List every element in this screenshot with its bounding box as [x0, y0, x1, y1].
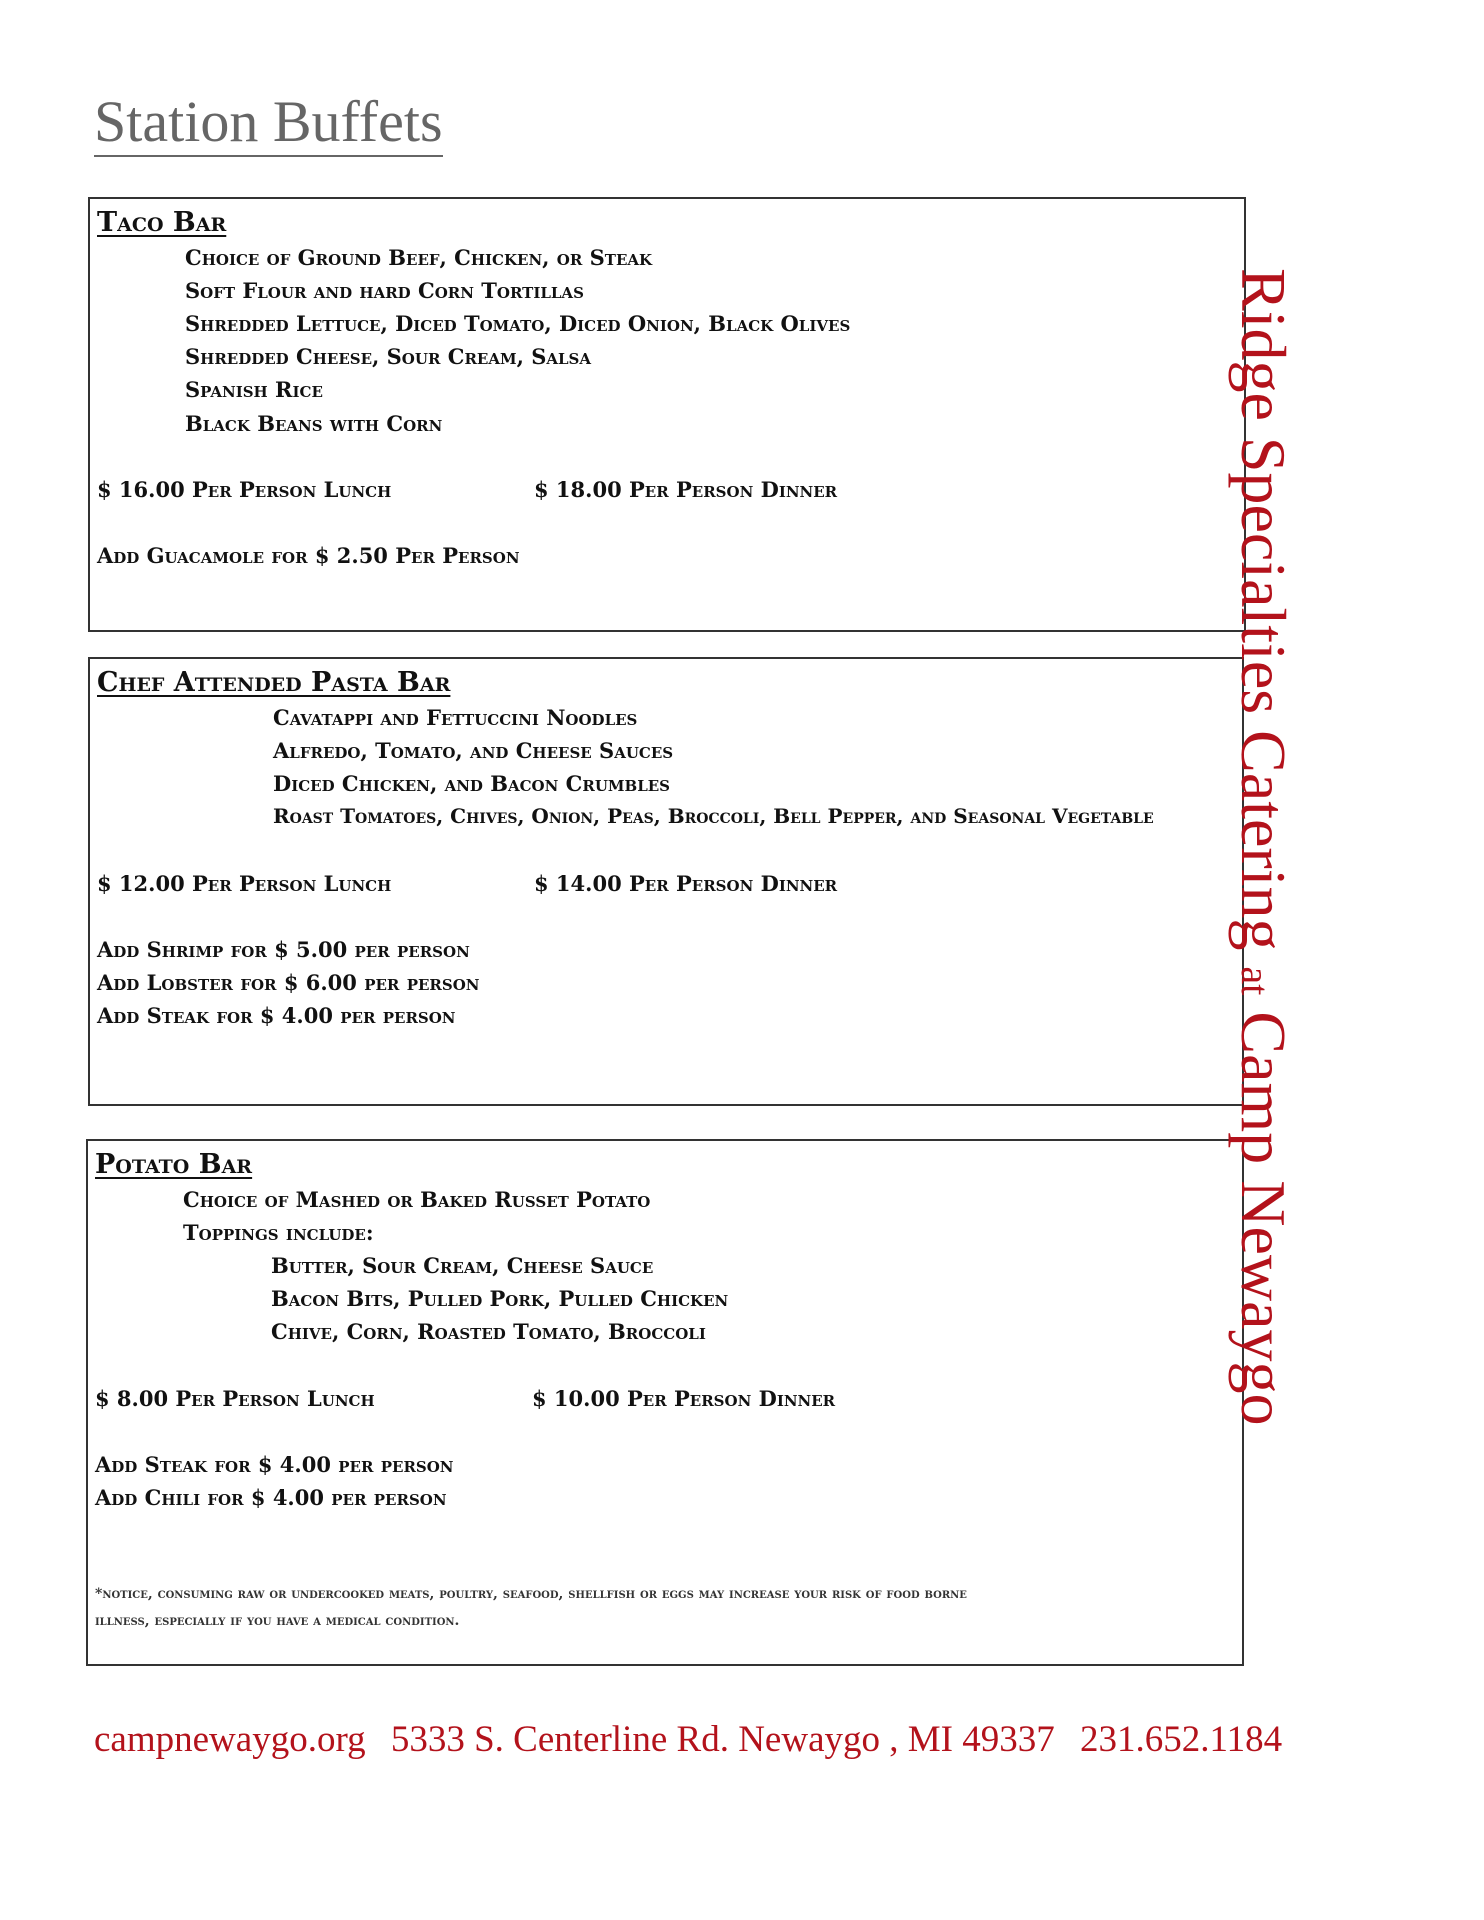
side-banner-at: at [1233, 966, 1278, 996]
pasta-bar-item: Roast Tomatoes, Chives, Onion, Peas, Broccoli, Bell Pepper, and Seasonal Vegetable [273, 804, 1154, 828]
taco-bar-title: Taco Bar [97, 207, 227, 238]
pasta-bar-item: Alfredo, Tomato, and Cheese Sauces [273, 738, 674, 763]
pasta-bar-title: Chef Attended Pasta Bar [97, 667, 451, 698]
taco-bar-price-dinner: $ 18.00 Per Person Dinner [534, 477, 838, 502]
pasta-bar-item: Cavatappi and Fettuccini Noodles [273, 705, 638, 730]
taco-bar-item: Choice of Ground Beef, Chicken, or Steak [185, 245, 653, 270]
food-safety-notice: *notice, consuming raw or undercooked meats, poultry, seafood, shellfish or eggs may increase your risk of food borne [95, 1586, 967, 1602]
side-banner [1226, 268, 1300, 1426]
taco-bar-item: Shredded Lettuce, Diced Tomato, Diced Onion, Black Olives [185, 311, 851, 336]
pasta-bar-section [88, 657, 1244, 1106]
taco-bar-item: Soft Flour and hard Corn Tortillas [185, 278, 584, 303]
potato-bar-price-lunch: $ 8.00 Per Person Lunch [95, 1386, 375, 1411]
food-safety-notice: illness, especially if you have a medical condition. [95, 1613, 460, 1629]
taco-bar-item: Shredded Cheese, Sour Cream, Salsa [185, 344, 592, 369]
taco-bar-addon: Add Guacamole for $ 2.50 Per Person [97, 543, 520, 568]
potato-bar-topping: Bacon Bits, Pulled Pork, Pulled Chicken [271, 1286, 729, 1311]
taco-bar-item: Black Beans with Corn [185, 411, 443, 436]
potato-bar-price-dinner: $ 10.00 Per Person Dinner [532, 1386, 836, 1411]
potato-bar-addon: Add Chili for $ 4.00 per person [95, 1485, 447, 1510]
footer-website[interactable]: campnewaygo.org [94, 1719, 366, 1760]
pasta-bar-addon: Add Steak for $ 4.00 per person [97, 1003, 456, 1028]
side-banner-place: Camp Newaygo [1228, 1011, 1299, 1426]
potato-bar-addon: Add Steak for $ 4.00 per person [95, 1452, 454, 1477]
potato-bar-item: Choice of Mashed or Baked Russet Potato [183, 1187, 651, 1212]
pasta-bar-price-dinner: $ 14.00 Per Person Dinner [534, 871, 838, 896]
pasta-bar-price-lunch: $ 12.00 Per Person Lunch [97, 871, 392, 896]
side-banner-main: Ridge Specialties Catering [1228, 268, 1299, 951]
footer-phone: 231.652.1184 [1079, 1719, 1283, 1760]
taco-bar-price-lunch: $ 16.00 Per Person Lunch [97, 477, 392, 502]
potato-bar-item: Toppings include: [183, 1220, 374, 1245]
pasta-bar-addon: Add Shrimp for $ 5.00 per person [97, 937, 470, 962]
footer-address: 5333 S. Centerline Rd. Newaygo , MI 49337 [390, 1719, 1055, 1760]
potato-bar-topping: Chive, Corn, Roasted Tomato, Broccoli [271, 1319, 706, 1344]
taco-bar-item: Spanish Rice [185, 377, 323, 402]
page-title: Station Buffets [94, 92, 443, 157]
taco-bar-section [88, 197, 1246, 632]
potato-bar-title: Potato Bar [95, 1149, 253, 1180]
potato-bar-section [86, 1139, 1244, 1666]
pasta-bar-item: Diced Chicken, and Bacon Crumbles [273, 771, 671, 796]
footer-contact [94, 1718, 1298, 1761]
pasta-bar-addon: Add Lobster for $ 6.00 per person [97, 970, 480, 995]
potato-bar-topping: Butter, Sour Cream, Cheese Sauce [271, 1253, 654, 1278]
